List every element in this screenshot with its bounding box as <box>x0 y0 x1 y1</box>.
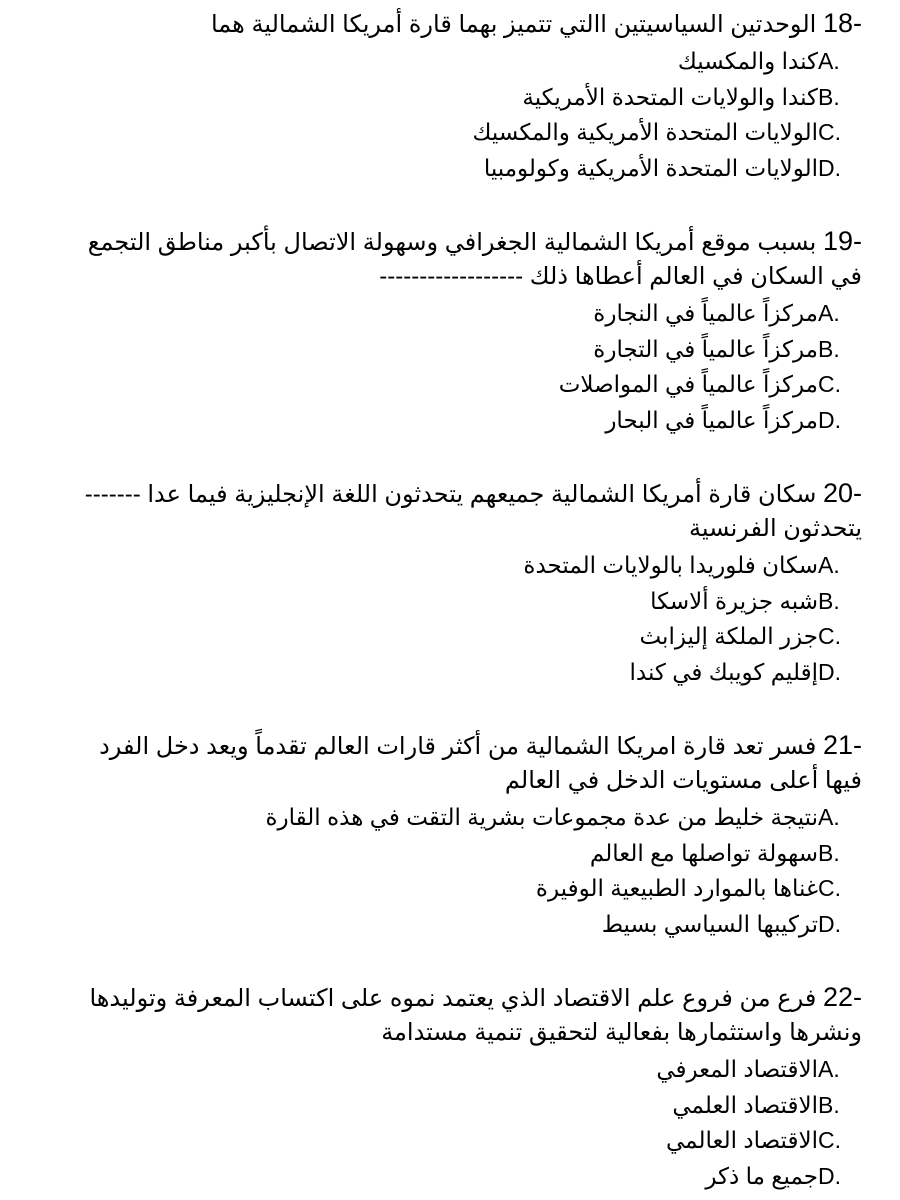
option-text: الاقتصاد العلمي <box>672 1091 818 1118</box>
question-number: 22- <box>822 982 862 1012</box>
option-letter: B. <box>818 587 840 614</box>
question-text <box>62 224 862 294</box>
option-a[interactable] <box>62 548 862 584</box>
option-c[interactable] <box>62 619 862 655</box>
question-text <box>62 476 862 546</box>
option-b[interactable] <box>62 584 862 620</box>
question-18 <box>62 6 862 186</box>
question-19 <box>62 224 862 438</box>
option-c[interactable] <box>62 1123 862 1159</box>
option-letter: A. <box>818 300 840 326</box>
option-b[interactable] <box>62 80 862 116</box>
option-text: شبه جزيرة ألاسكا <box>650 587 818 614</box>
option-d[interactable] <box>62 655 862 691</box>
option-text: تركيبها السياسي بسيط <box>601 910 818 937</box>
question-text <box>62 6 862 42</box>
option-b[interactable] <box>62 836 862 872</box>
option-text: كندا والمكسيك <box>677 48 818 74</box>
option-letter: A. <box>818 804 840 830</box>
option-letter: D. <box>818 910 841 937</box>
option-letter: A. <box>818 1056 840 1082</box>
option-text: الولايات المتحدة الأمريكية والمكسيك <box>472 119 818 145</box>
option-c[interactable] <box>62 115 862 151</box>
question-20 <box>62 476 862 690</box>
option-letter: A. <box>818 552 840 578</box>
question-body: بسبب موقع أمريكا الشمالية الجغرافي وسهولة الاتصال بأكبر مناطق التجمع في السكان في العالم أعطاها ذلك ------------------ <box>87 229 862 290</box>
option-d[interactable] <box>62 151 862 187</box>
options-list <box>62 44 862 186</box>
option-letter: B. <box>818 1091 840 1118</box>
option-c[interactable] <box>62 871 862 907</box>
option-text: الولايات المتحدة الأمريكية وكولومبيا <box>483 154 818 181</box>
option-text: مركزاً عالمياً في التجارة <box>593 335 818 362</box>
option-a[interactable] <box>62 296 862 332</box>
option-text: إقليم كويبك في كندا <box>629 658 818 685</box>
option-c[interactable] <box>62 367 862 403</box>
option-letter: D. <box>818 658 841 685</box>
question-body: فسر تعد قارة امريكا الشمالية من أكثر قارات العالم تقدماً ويعد دخل الفرد فيها أعلى مستويات الدخل في العالم <box>99 733 862 794</box>
option-text: سهولة تواصلها مع العالم <box>589 839 818 866</box>
option-text: كندا والولايات المتحدة الأمريكية <box>522 83 818 110</box>
question-number: 19- <box>822 226 862 256</box>
option-letter: D. <box>818 154 841 181</box>
option-text: جميع ما ذكر <box>705 1162 818 1189</box>
options-list <box>62 800 862 942</box>
question-number: 21- <box>822 730 862 760</box>
option-text: نتيجة خليط من عدة مجموعات بشرية التقت في هذه القارة <box>265 804 818 830</box>
option-d[interactable] <box>62 1159 862 1195</box>
option-letter: C. <box>818 371 841 397</box>
option-text: جزر الملكة إليزابث <box>639 623 818 649</box>
question-body: الوحدتين السياسيتين االتي تتميز بهما قارة أمريكا الشمالية هما <box>210 11 817 38</box>
question-number: 18- <box>822 8 862 38</box>
option-letter: C. <box>818 875 841 901</box>
question-body: فرع من فروع علم الاقتصاد الذي يعتمد نموه على اكتساب المعرفة وتوليدها ونشرها واستثمارها بفعالية لتحقيق تنمية مستدامة <box>89 985 862 1046</box>
question-22 <box>62 980 862 1194</box>
option-letter: A. <box>818 48 840 74</box>
option-letter: C. <box>818 1127 841 1153</box>
option-letter: B. <box>818 335 840 362</box>
option-text: مركزاً عالمياً في المواصلات <box>558 371 818 397</box>
option-letter: B. <box>818 839 840 866</box>
option-a[interactable] <box>62 1052 862 1088</box>
option-text: الاقتصاد العالمي <box>665 1127 818 1153</box>
option-d[interactable] <box>62 907 862 943</box>
option-letter: B. <box>818 83 840 110</box>
option-b[interactable] <box>62 332 862 368</box>
option-letter: C. <box>818 119 841 145</box>
option-a[interactable] <box>62 44 862 80</box>
option-letter: D. <box>818 406 841 433</box>
option-a[interactable] <box>62 800 862 836</box>
question-21 <box>62 728 862 942</box>
options-list <box>62 548 862 690</box>
option-b[interactable] <box>62 1088 862 1124</box>
option-text: مركزاً عالمياً في النجارة <box>593 300 818 326</box>
option-text: سكان فلوريدا بالولايات المتحدة <box>523 552 818 578</box>
option-text: مركزاً عالمياً في البحار <box>605 406 818 433</box>
option-d[interactable] <box>62 403 862 439</box>
question-text <box>62 980 862 1050</box>
option-letter: D. <box>818 1162 841 1189</box>
option-text: غناها بالموارد الطبيعية الوفيرة <box>535 875 818 901</box>
question-body: سكان قارة أمريكا الشمالية جميعهم يتحدثون اللغة الإنجليزية فيما عدا ------- يتحدثون الفرنسية <box>84 481 862 542</box>
option-text: الاقتصاد المعرفي <box>656 1056 818 1082</box>
question-text <box>62 728 862 798</box>
options-list <box>62 1052 862 1194</box>
question-number: 20- <box>822 478 862 508</box>
options-list <box>62 296 862 438</box>
option-letter: C. <box>818 623 841 649</box>
